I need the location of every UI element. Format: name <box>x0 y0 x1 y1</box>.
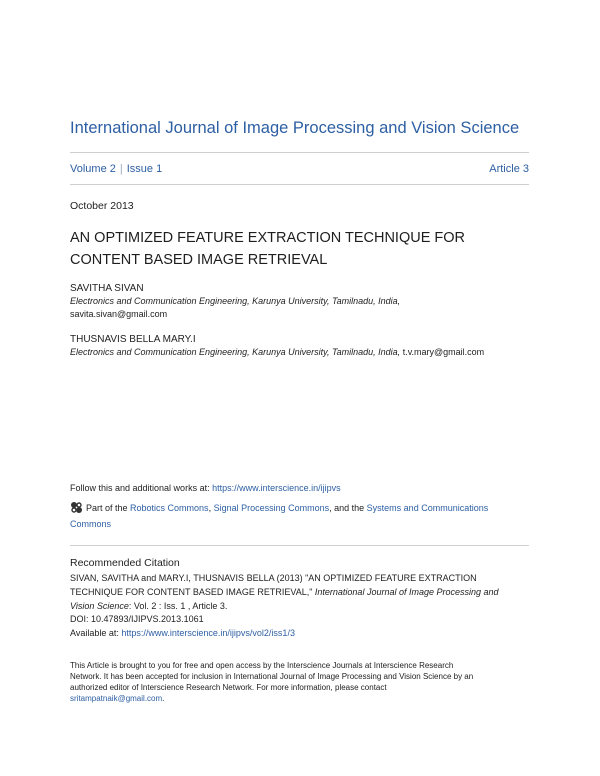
follow-text: Follow this and additional works at: <box>70 483 213 493</box>
author-email: t.v.mary@gmail.com <box>402 347 485 357</box>
follow-link[interactable]: https://www.interscience.in/ijipvs <box>212 483 341 493</box>
citation-line1: SIVAN, SAVITHA and MARY.I, THUSNAVIS BELLA (2013) "AN OPTIMIZED FEATURE EXTRACTION <box>70 573 477 583</box>
author-affiliation: Electronics and Communication Engineering, Karunya University, Tamilnadu, India, <box>70 296 401 306</box>
article-title-line2: CONTENT BASED IMAGE RETRIEVAL <box>70 252 328 268</box>
footer-line4: sritampatnaik@gmail.com. <box>70 694 165 703</box>
article-link[interactable]: Article 3 <box>489 163 529 175</box>
article-title <box>70 227 530 271</box>
journal-title[interactable]: International Journal of Image Processing and Vision Science <box>70 119 520 137</box>
contact-email-link[interactable]: sritampatnaik@gmail.com <box>70 694 163 703</box>
author-block-2 <box>70 333 484 359</box>
author-block-1 <box>70 282 400 321</box>
follow-line <box>70 483 341 493</box>
commons-network-icon <box>70 501 83 514</box>
divider-issue <box>70 184 529 185</box>
divider-top <box>70 152 529 153</box>
citation-available: Available at: https://www.interscience.in/ijipvs/vol2/iss1/3 <box>70 628 295 639</box>
issue-link[interactable]: Issue 1 <box>126 163 163 175</box>
citation-block <box>70 572 530 641</box>
volume-link[interactable]: Volume 2 <box>70 163 116 175</box>
divider-citation <box>70 545 529 546</box>
author-name: SAVITHA SIVAN <box>70 283 144 294</box>
robotics-commons-link[interactable]: Robotics Commons <box>130 503 209 513</box>
footer-line1: This Article is brought to you for free and open access by the Interscience Journals at Interscience Research <box>70 661 454 670</box>
systems-communications-commons-link[interactable]: Systems and Communications Commons <box>70 503 489 529</box>
signal-processing-commons-link[interactable]: Signal Processing Commons <box>213 503 330 513</box>
author-email: savita.sivan@gmail.com <box>70 309 168 319</box>
author-affiliation: Electronics and Communication Engineering, Karunya University, Tamilnadu, India, t.v.mary@gmail.com <box>70 347 485 357</box>
article-title-line1: AN OPTIMIZED FEATURE EXTRACTION TECHNIQUE FOR <box>70 230 466 246</box>
author-name: THUSNAVIS BELLA MARY.I <box>70 334 196 345</box>
citation-line2: TECHNIQUE FOR CONTENT BASED IMAGE RETRIEVAL," International Journal of Image Processing and <box>70 586 499 597</box>
footer-line3: authorized editor of Interscience Research Network. For more information, please contact <box>70 683 387 692</box>
issue-row <box>70 163 529 175</box>
footer-notice <box>70 660 530 704</box>
recommended-citation-heading: Recommended Citation <box>70 557 180 569</box>
publication-date: October 2013 <box>70 200 134 212</box>
footer-line2: Network. It has been accepted for inclusion in International Journal of Image Processing and Vision Science by an <box>70 672 474 681</box>
citation-line3: Vision Science: Vol. 2 : Iss. 1 , Article 3. <box>70 600 228 611</box>
citation-doi: DOI: 10.47893/IJIPVS.2013.1061 <box>70 614 204 625</box>
part-of-line: Part of the Robotics Commons, Signal Processing Commons, and the Systems and Communications Commons <box>70 503 489 529</box>
part-of-prefix: Part of the <box>86 503 131 513</box>
part-of-and: , and the <box>329 503 367 513</box>
available-link[interactable]: https://www.interscience.in/ijipvs/vol2/iss1/3 <box>121 628 295 639</box>
separator: | <box>119 163 123 175</box>
